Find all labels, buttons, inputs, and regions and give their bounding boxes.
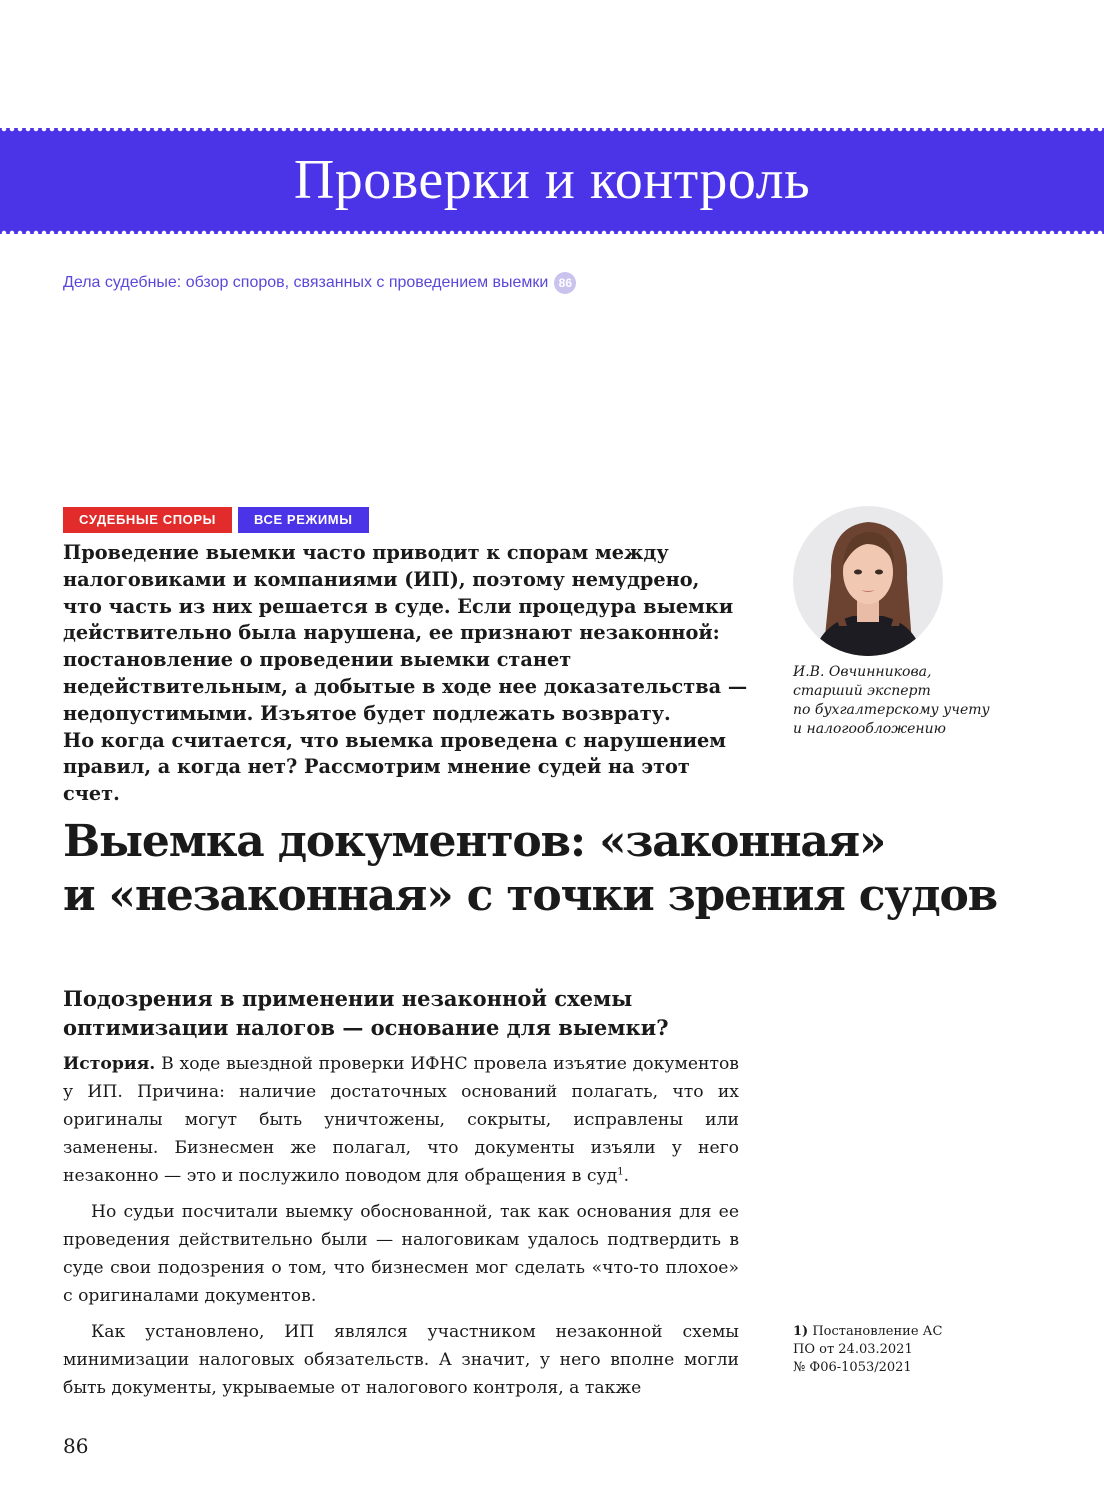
body-paragraph	[63, 1050, 739, 1190]
section-subheading	[63, 984, 763, 1042]
banner-top-edge	[0, 126, 1104, 132]
subheading-line: оптимизации налогов — основание для выемки?	[63, 1015, 669, 1040]
crossref-text: Дела судебные: обзор споров, связанных с проведением выемки	[63, 274, 549, 291]
body-paragraph: Но судьи посчитали выемку обоснованной, так как основания для ее проведения действительно были — налоговикам удалось подтвердить в суде свои подозрения о том, что бизнесмен мог сделать «что-то плохое» с оригиналами документов.	[63, 1202, 739, 1306]
banner-bottom-edge	[0, 230, 1104, 236]
headline-line: Выемка документов: «законная»	[63, 816, 886, 867]
author-role-line: старший эксперт	[793, 683, 931, 699]
lead-line: недопустимыми. Изъятое будет подлежать возврату.	[63, 701, 671, 725]
author-role-line: по бухгалтерскому учету	[793, 702, 990, 718]
tag-all-regimes[interactable]: ВСЕ РЕЖИМЫ	[238, 507, 369, 533]
footnote-line: Постановление АС	[808, 1324, 943, 1339]
author-photo	[793, 506, 943, 656]
crossref-page-badge: 86	[554, 272, 576, 294]
lead-paragraph	[63, 540, 753, 808]
category-tags	[63, 507, 369, 533]
author-name: И.В. Овчинникова,	[793, 664, 932, 680]
lead-line: действительно была нарушена, ее признают незаконной:	[63, 621, 720, 645]
lead-line: правил, а когда нет? Рассмотрим мнение судей на этот счет.	[63, 755, 690, 806]
lead-line: Но когда считается, что выемка проведена с нарушением	[63, 728, 727, 752]
footnote-ref[interactable]: 1	[617, 1166, 624, 1178]
crossref-link[interactable]	[63, 272, 576, 294]
footnote	[793, 1323, 1033, 1377]
lead-line: недействительным, а добытые в ходе нее доказательства —	[63, 674, 748, 698]
lead-line: что часть из них решается в суде. Если процедура выемки	[63, 594, 734, 618]
paragraph-text: В ходе выездной проверки ИФНС провела изъятие документов у ИП. Причина: наличие достаточных оснований полагать, что их оригиналы могут быть уничтожены, сокрыты, исправлены или заменены. Бизнесмен же полагал, что документы изъяли у него незаконно — это и послужило поводом для обращения в суд	[63, 1054, 739, 1186]
subheading-line: Подозрения в применении незаконной схемы	[63, 986, 633, 1011]
footnote-line: ПО от 24.03.2021	[793, 1342, 913, 1357]
lead-line: налоговиками и компаниями (ИП), поэтому немудрено,	[63, 567, 700, 591]
article-headline	[63, 815, 1063, 923]
history-label: История.	[63, 1054, 156, 1074]
headline-line: и «незаконная» с точки зрения судов	[63, 870, 997, 921]
body-paragraph: Как установлено, ИП являлся участником незаконной схемы минимизации налоговых обязательств. А значит, у него вполне могли быть документы, укрываемые от налогового контроля, а также	[63, 1322, 739, 1398]
tag-court-disputes[interactable]: СУДЕБНЫЕ СПОРЫ	[63, 507, 232, 533]
section-title: Проверки и контроль	[293, 149, 811, 211]
paragraph-end: .	[623, 1166, 630, 1186]
footnote-number: 1)	[793, 1324, 809, 1339]
lead-line: постановление о проведении выемки станет	[63, 648, 572, 672]
page-number: 86	[63, 1434, 89, 1458]
author-role-line: и налогообложению	[793, 721, 946, 737]
lead-line: Проведение выемки часто приводит к спорам между	[63, 541, 669, 564]
author-caption	[793, 663, 1033, 739]
article-body	[63, 1050, 739, 1410]
footnote-line: № Ф06-1053/2021	[793, 1360, 912, 1375]
